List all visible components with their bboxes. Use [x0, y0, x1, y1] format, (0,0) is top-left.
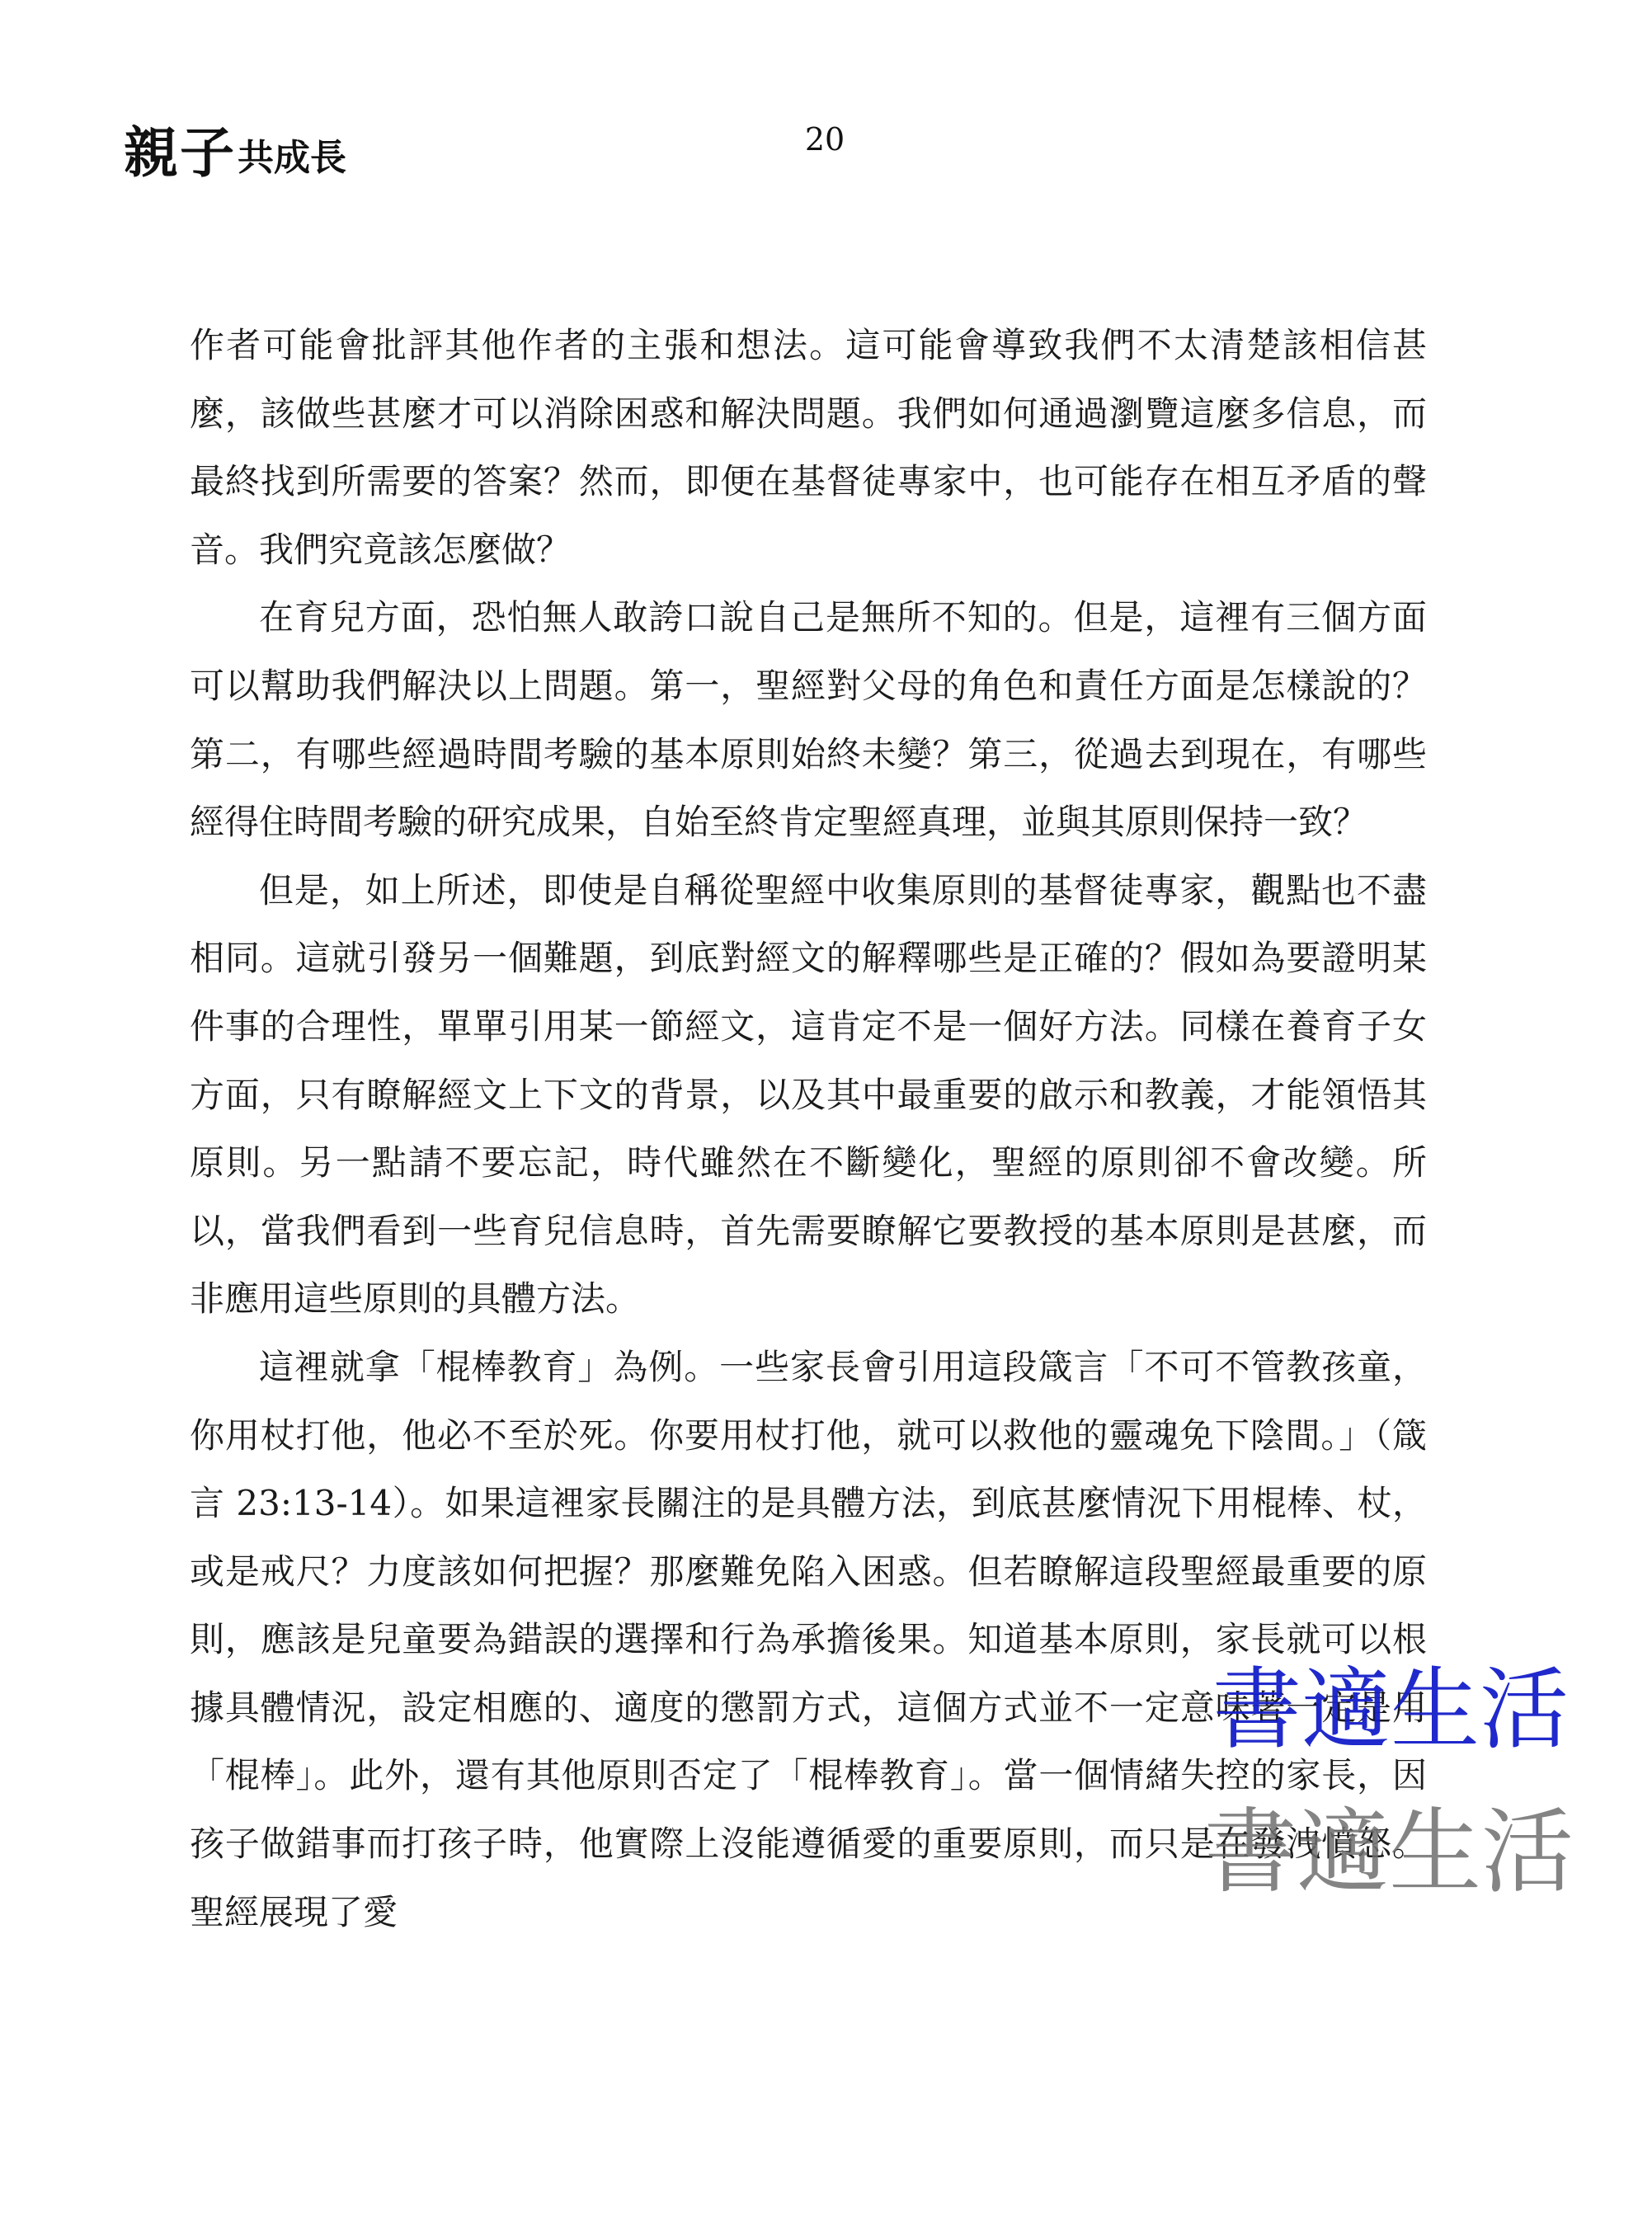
book-title-main: 親子: [124, 120, 236, 185]
watermark-gray: 書適生活: [1204, 1799, 1574, 1906]
book-title-logo: [124, 89, 346, 185]
watermark-blue: 書適生活: [1212, 1659, 1570, 1762]
paragraph-2: 在育兒方面，恐怕無人敢誇口說自己是無所不知的。但是，這裡有三個方面可以幫助我們解決以上問題。第一，聖經對父母的角色和責任方面是怎樣說的？第二，有哪些經過時間考驗的基本原則始終未變？第三，從過去到現在，有哪些經得住時間考驗的研究成果，自始至終肯定聖經真理，並與其原則保持一致？: [190, 597, 1427, 843]
paragraph-1: 作者可能會批評其他作者的主張和想法。這可能會導致我們不太清楚該相信甚麼，該做些甚麼才可以消除困惑和解決問題。我們如何通過瀏覽這麼多信息，而最終找到所需要的答案？然而，即便在基督徒專家中，也可能存在相互矛盾的聲音。我們究竟該怎麼做？: [190, 325, 1427, 570]
page-number: 20: [804, 121, 845, 158]
paragraph-3: 但是，如上所述，即使是自稱從聖經中收集原則的基督徒專家，觀點也不盡相同。這就引發另一個難題，到底對經文的解釋哪些是正確的？假如為要證明某件事的合理性，單單引用某一節經文，這肯定不是一個好方法。同樣在養育子女方面，只有瞭解經文上下文的背景，以及其中最重要的啟示和教義，才能領悟其原則。另一點請不要忘記，時代雖然在不斷變化，聖經的原則卻不會改變。所以，當我們看到一些育兒信息時，首先需要瞭解它要教授的基本原則是甚麼，而非應用這些原則的具體方法。: [190, 869, 1427, 1320]
body-text: [190, 312, 1427, 1946]
paragraph-4: 這裡就拿「棍棒教育」為例。一些家長會引用這段箴言「不可不管教孩童，你用杖打他，他必不至於死。你要用杖打他，就可以救他的靈魂免下陰間。」（箴言 23:13-14）。如果這裡家長關注的是具體方法，到底甚麼情況下用棍棒、杖，或是戒尺？力度該如何把握？那麼難免陷入困惑。但若瞭解這段聖經最重要的原則，應該是兒童要為錯誤的選擇和行為承擔後果。知道基本原則，家長就可以根據具體情況，設定相應的、適度的懲罰方式，這個方式並不一定意味著一定是用「棍棒」。此外，還有其他原則否定了「棍棒教育」。當一個情緒失控的家長，因孩子做錯事而打孩子時，他實際上沒能遵循愛的重要原則，而只是在發洩憤怒。聖經展現了愛: [190, 1346, 1427, 1932]
book-title-sub: 共成長: [238, 137, 346, 179]
